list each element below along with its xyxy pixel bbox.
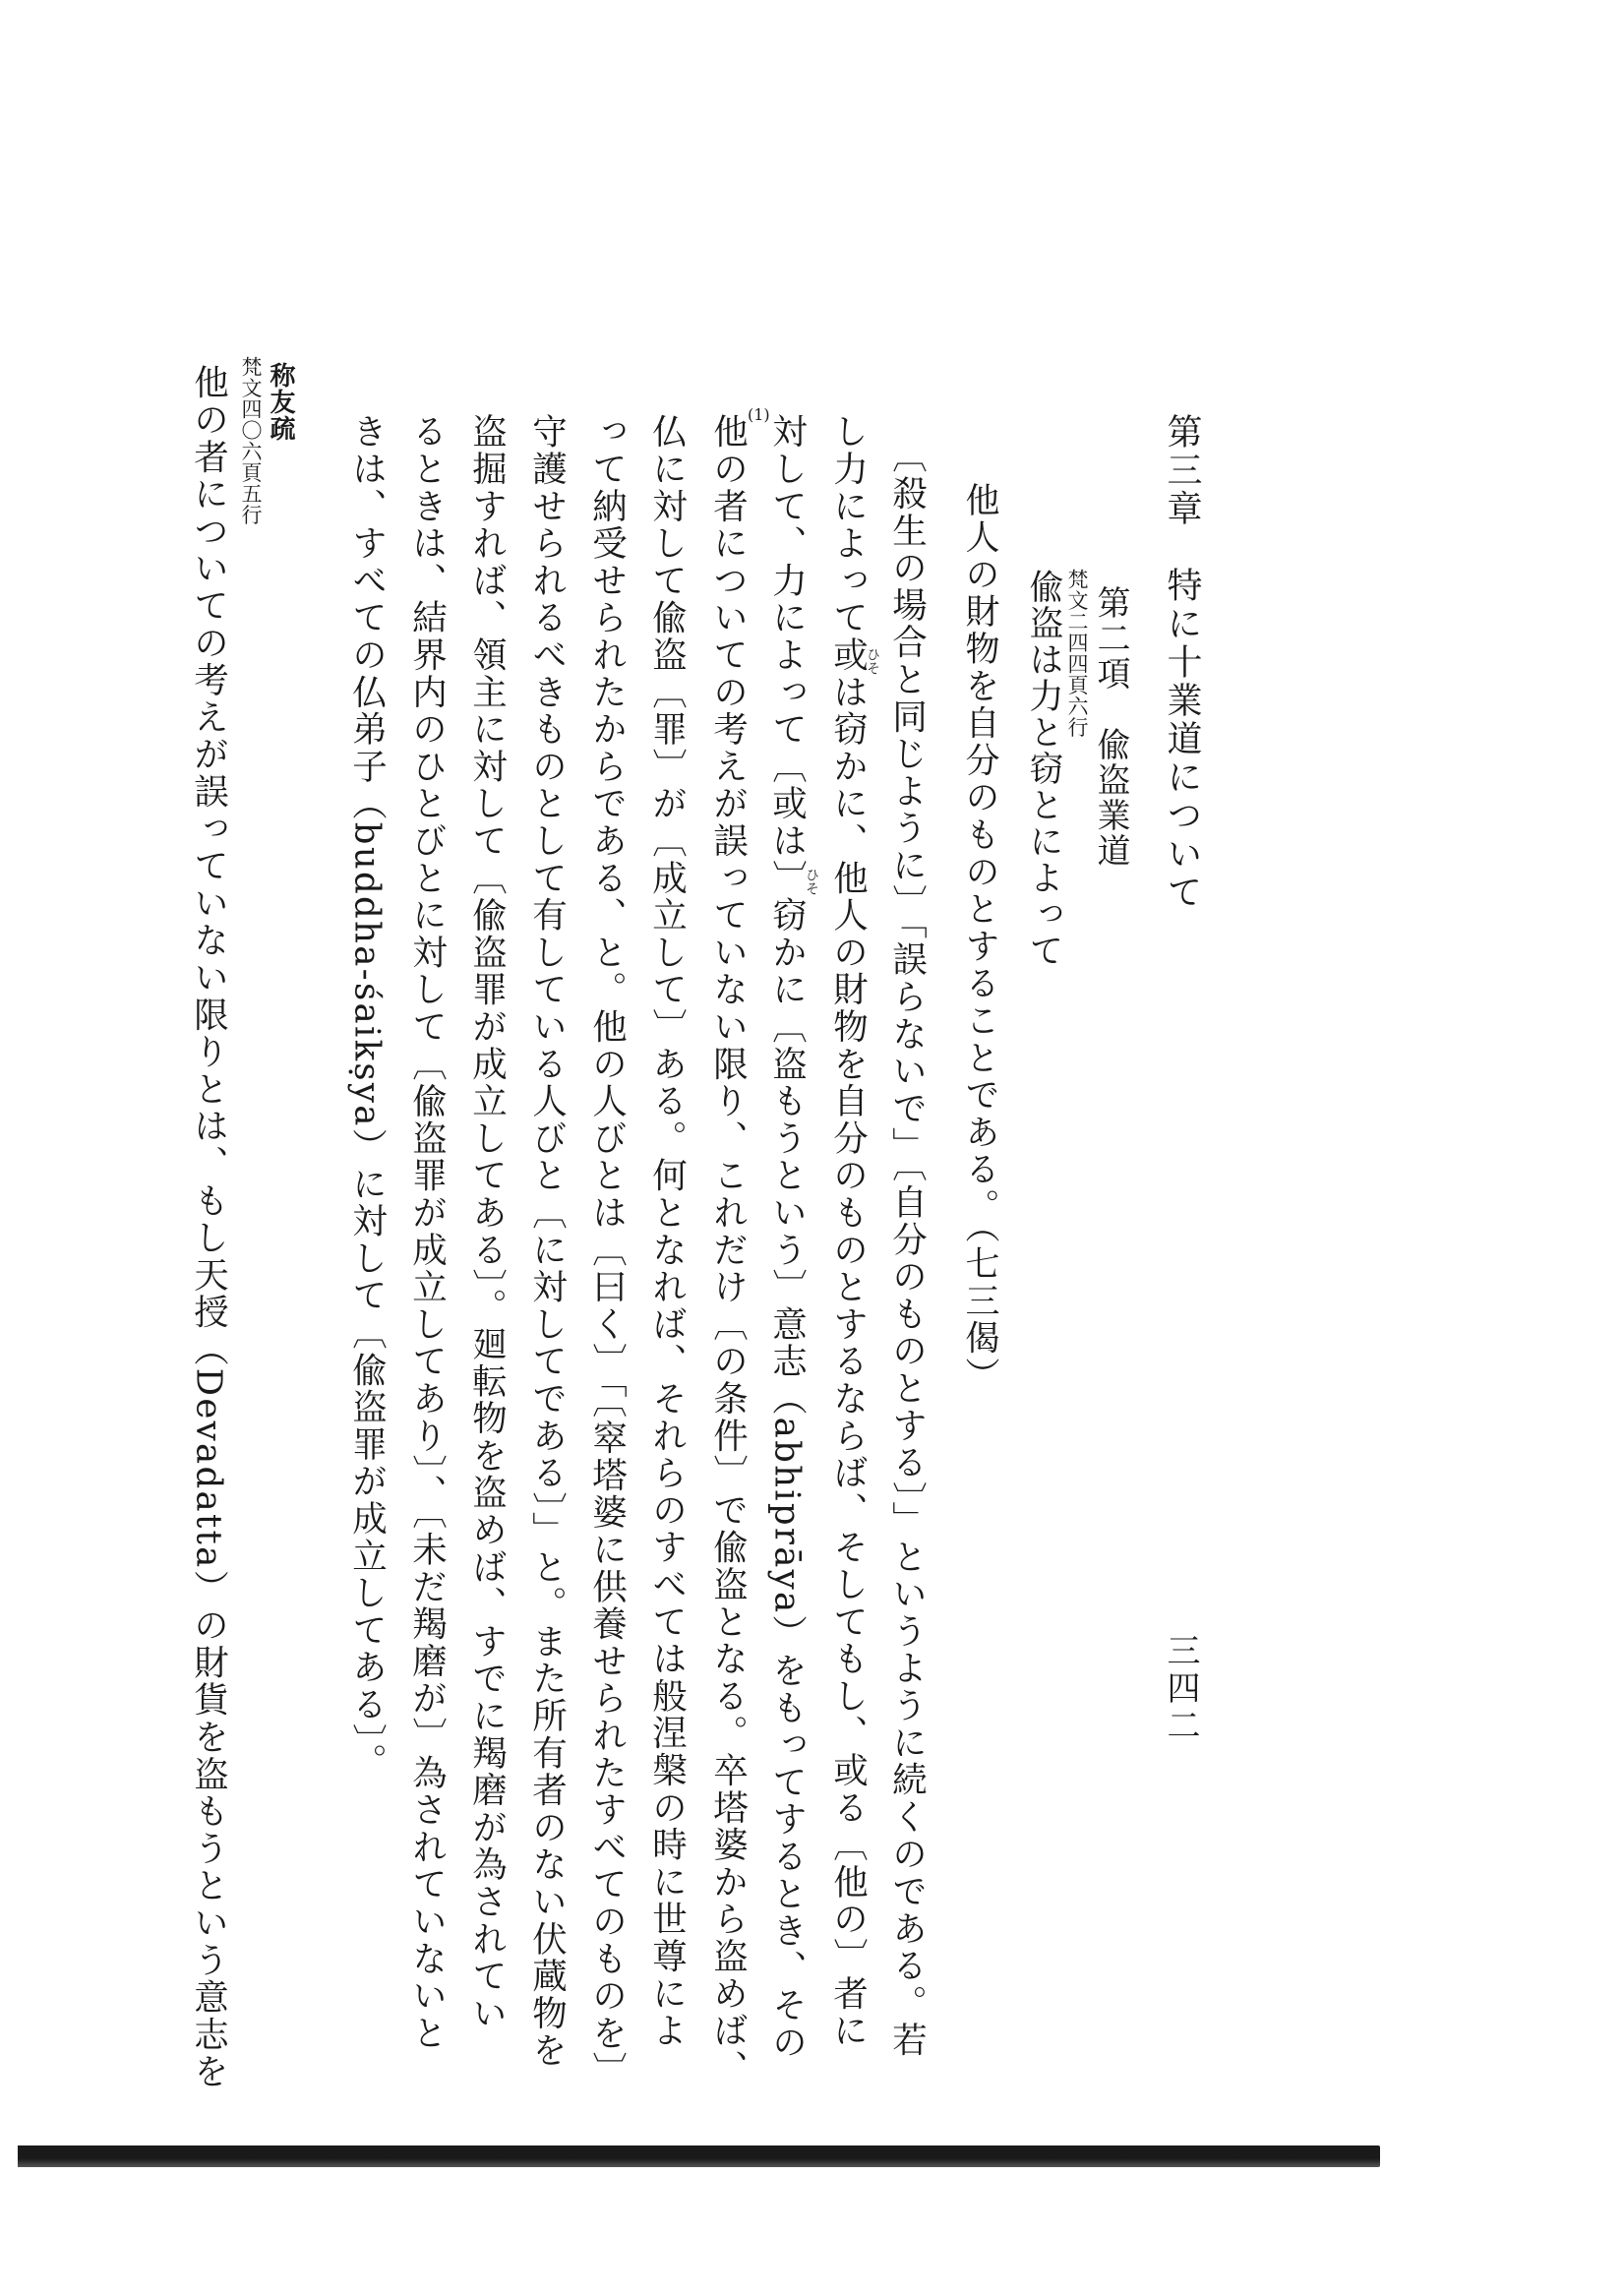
body-line-6: って納受せられたからである、と。他の人びとは〔曰く〕「〔窣塔婆に供養せられたすべてのものを〕	[586, 413, 628, 2089]
body-line-11: 他の者についての考えが誤っていない限りとは、もし天授（Devadatta）の財貨を盗もうという意志を	[188, 364, 229, 2090]
section-source-ref: 梵文二四四頁六行	[1065, 569, 1089, 738]
body-line-8: 盗掘すれば、領主に対して〔偸盗罪が成立してある〕。廻転物を盗めば、すでに羯磨が為されてい	[466, 413, 508, 2032]
bottom-rule	[18, 2145, 1380, 2167]
body-line-2: し力によって或は窃かに、他人の財物を自分のものとするならば、そしてもし、或る〔他の〕者に	[827, 413, 869, 2050]
verse-line-b: 他人の財物を自分のものとすることである。（七三偈）	[960, 482, 999, 1395]
page-number: 三四二	[1161, 1633, 1200, 1745]
note-marker: (1)	[748, 405, 770, 424]
ruby-gloss-2: ひそ	[804, 868, 819, 895]
body-line-4: 他の者についての考えが誤っていない限り、これだけ〔の条件〕で偸盗となる。卒塔婆から盗めば、	[707, 413, 749, 2086]
body-line-1: 〔殺生の場合と同じように〕「誤らないで」〔自分のものとする〕」というように続くのである。若	[886, 438, 928, 2059]
body-line-7: 守護せられるべきものとして有している人びと〔に対してである〕」と。また所有者のない伏蔵物を	[526, 413, 568, 2070]
ruby-gloss-1: ひそ	[865, 647, 880, 675]
body-line-5: 仏に対して偸盗〔罪〕が〔成立して〕ある。何となれば、それらのすべては般涅槃の時に世尊によ	[646, 413, 688, 2050]
chapter-header: 第三章 特に十業道について	[1162, 413, 1202, 912]
commentary-source-ref: 梵文四〇六頁五行	[239, 356, 263, 525]
body-line-3: 対して、力によって〔或は〕窃かに〔盗もうという〕意志（abhiprāya）をもってするとき、その	[766, 413, 808, 2062]
body-line-10: きは、すべての仏弟子（buddha-śaikṣya）に対して〔偸盗罪が成立してある〕。	[346, 413, 388, 1781]
section-title: 第二項 偸盗業道	[1091, 585, 1130, 869]
verse-line-a: 偸盗は力と窃とによって	[1024, 569, 1063, 969]
body-line-9: るときは、結界内のひとびとに対して〔偸盗罪が成立してあり〕、〔未だ羯磨が〕為されていないと	[406, 413, 448, 2052]
commentary-title: 称友疏	[266, 362, 295, 442]
